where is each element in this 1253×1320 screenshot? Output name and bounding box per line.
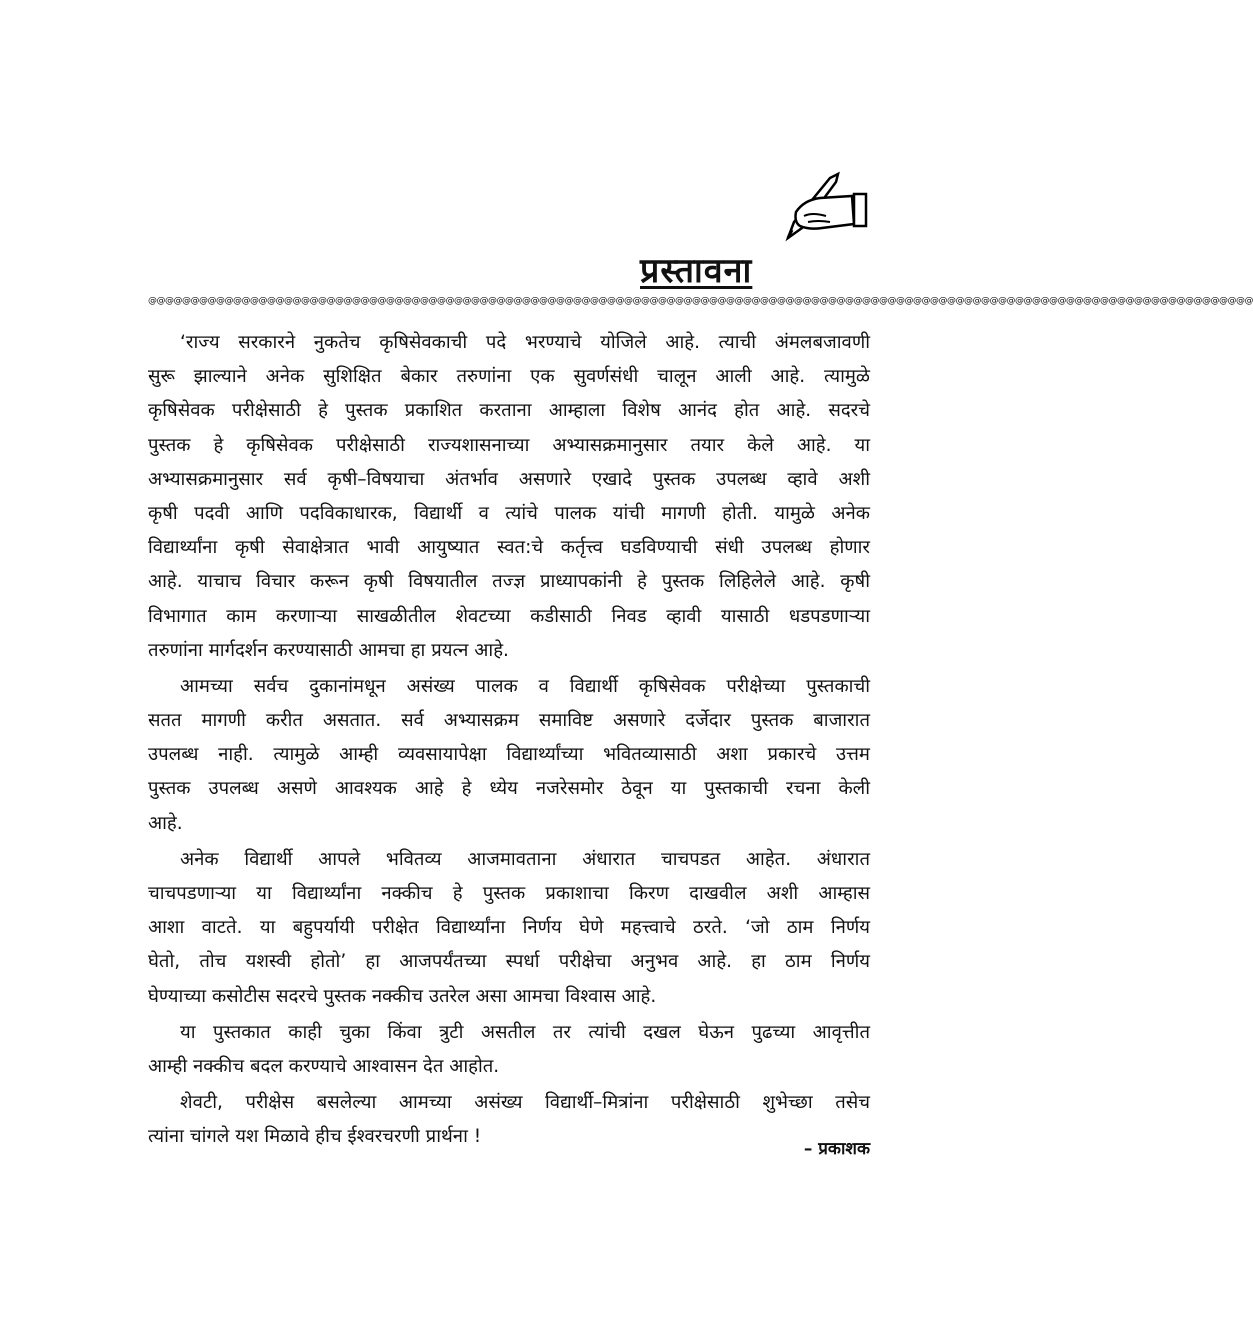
text-line: त्यांना चांगले यश मिळावे हीच ईश्वरचरणी प्रार्थना !	[148, 1126, 482, 1148]
text-line: विद्यार्थ्यांना कृषी सेवाक्षेत्रात भावी आयुष्यात स्वत:चे कर्तृत्त्व घडविण्याची संधी उपलब्ध होणार	[148, 537, 870, 559]
text-line: पुस्तक उपलब्ध असणे आवश्यक आहे हे ध्येय नजरेसमोर ठेवून या पुस्तकाची रचना केली	[148, 778, 870, 800]
text-line: आशा वाटते. या बहुपर्यायी परीक्षेत विद्यार्थ्यांना निर्णय घेणे महत्त्वाचे ठरते. ‘जो ठाम निर्णय	[148, 917, 870, 939]
text-line: कृषी पदवी आणि पदविकाधारक, विद्यार्थी व त्यांचे पालक यांची मागणी होती. यामुळे अनेक	[148, 502, 870, 524]
paragraph	[148, 845, 870, 1016]
text-line: घेण्याच्या कसोटीस सदरचे पुस्तक नक्कीच उतरेल असा आमचा विश्वास आहे.	[148, 985, 657, 1007]
text-line: या पुस्तकात काही चुका किंवा त्रुटी असतील तर त्यांची दखल घेऊन पुढच्या आवृत्तीत	[180, 1021, 870, 1043]
text-line: शेवटी, परीक्षेस बसलेल्या आमच्या असंख्य विद्यार्थी–मित्रांना परीक्षेसाठी शुभेच्छा तसेच	[180, 1092, 870, 1114]
signature: – प्रकाशक	[803, 1139, 870, 1159]
text-line: पुस्तक हे कृषिसेवक परीक्षेसाठी राज्यशासनाच्या अभ्यासक्रमानुसार तयार केले आहे. या	[148, 434, 870, 456]
text-line: विभागात काम करणाऱ्या साखळीतील शेवटच्या कडीसाठी निवड व्हावी यासाठी धडपडणाऱ्या	[148, 605, 870, 627]
text-line: आहे.	[148, 812, 183, 834]
text-line: चाचपडणाऱ्या या विद्यार्थ्यांना नक्कीच हे पुस्तक प्रकाशाचा किरण दाखवील अशी आम्हास	[148, 883, 870, 904]
text-line: घेतो, तोच यशस्वी होतो’ हा आजपर्यंतच्या स्पर्धा परीक्षेचा अनुभव आहे. हा ठाम निर्णय	[148, 951, 870, 973]
preface-body	[148, 328, 870, 1159]
decorative-border: @@@@@@@@@@@@@@@@@@@@@@@@@@@@@@@@@@@@@@@@@@@@@@@@@@@@@@@@@@@@@@@@@@@@@@@@@@@@@@@@@@@@@@@@@@@@@@@@@@@@@@@@@@@@@@@@@@@@@@@@@@@@@@@@@@	[148, 296, 1253, 306]
text-line: आम्ही नक्कीच बदल करण्याचे आश्वासन देत आहोत.	[148, 1055, 500, 1077]
text-line: सतत मागणी करीत असतात. सर्व अभ्यासक्रम समाविष्ट असणारे दर्जेदार पुस्तक बाजारात	[148, 710, 870, 732]
paragraph	[148, 328, 870, 670]
text-line: तरुणांना मार्गदर्शन करण्यासाठी आमचा हा प्रयत्न आहे.	[148, 639, 509, 661]
text-line: कृषिसेवक परीक्षेसाठी हे पुस्तक प्रकाशित करताना आम्हाला विशेष आनंद होत आहे. सदरचे	[148, 400, 870, 422]
text-line: आहे. याचाच विचार करून कृषी विषयातील तज्ज्ञ प्राध्यापकांनी हे पुस्तक लिहिलेले आहे. कृषी	[148, 571, 870, 593]
text-line: अनेक विद्यार्थी आपले भवितव्य आजमावताना अंधारात चाचपडत आहेत. अंधारात	[180, 848, 870, 870]
page-title: प्रस्तावना	[640, 251, 753, 291]
paragraph	[148, 672, 870, 843]
text-line: ‘राज्य सरकारने नुकतेच कृषिसेवकाची पदे भरण्याचे योजिले आहे. त्याची अंमलबजावणी	[180, 332, 870, 353]
text-line: सुरू झाल्याने अनेक सुशिक्षित बेकार तरुणांना एक सुवर्णसंधी चालून आली आहे. त्यामुळे	[148, 366, 870, 388]
text-line: आमच्या सर्वच दुकानांमधून असंख्य पालक व विद्यार्थी कृषिसेवक परीक्षेच्या पुस्तकाची	[180, 675, 870, 697]
writing-hand-icon	[782, 172, 872, 242]
paragraph	[148, 1018, 870, 1086]
text-line: अभ्यासक्रमानुसार सर्व कृषी–विषयाचा अंतर्भाव असणारे एखादे पुस्तक उपलब्ध व्हावे अशी	[148, 468, 870, 490]
text-line: उपलब्ध नाही. त्यामुळे आम्ही व्यवसायापेक्षा विद्यार्थ्यांच्या भवितव्यासाठी अशा प्रकारचे उत्तम	[148, 744, 870, 766]
paragraph	[148, 1088, 870, 1156]
